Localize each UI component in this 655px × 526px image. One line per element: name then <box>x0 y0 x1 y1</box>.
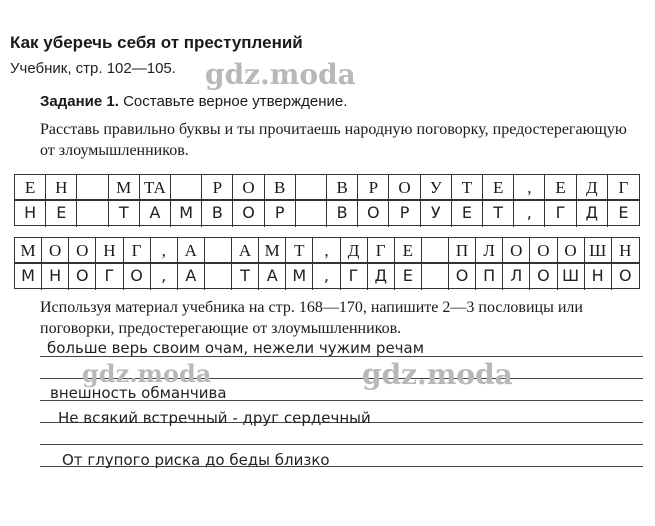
puzzle-cell <box>171 175 202 201</box>
puzzle-cell: Р <box>358 175 389 201</box>
puzzle-cell: Г <box>545 201 576 227</box>
puzzle-cell: , <box>514 201 545 227</box>
puzzle-cell: А <box>178 264 205 290</box>
puzzle-cell: Е <box>15 175 46 201</box>
puzzle-cell: О <box>530 238 557 264</box>
puzzle-cell: Ш <box>558 264 585 290</box>
puzzle-cell: О <box>69 238 96 264</box>
puzzle-cell: М <box>15 264 42 290</box>
puzzle-cell: О <box>449 264 476 290</box>
textbook-reference: Учебник, стр. 102—105. <box>10 60 176 77</box>
puzzle-cell: Н <box>46 175 77 201</box>
puzzle-cell: М <box>286 264 313 290</box>
puzzle-row1-answer <box>14 200 640 226</box>
puzzle-cell: О <box>233 175 264 201</box>
puzzle-cell: Г <box>368 238 395 264</box>
task-heading <box>40 93 347 110</box>
puzzle-cell: Л <box>476 238 503 264</box>
handwritten-answer: Не всякий встречный - друг сердечный <box>58 409 371 427</box>
puzzle-cell: Д <box>577 175 608 201</box>
puzzle-cell: Г <box>618 178 629 197</box>
puzzle-cell: Н <box>96 238 123 264</box>
puzzle-cell: О <box>558 238 585 264</box>
puzzle-cell <box>77 201 108 227</box>
instruction-text: Расставь правильно буквы и ты прочитаешь народную поговорку, предостерегающую от злоумышленников. <box>40 121 627 159</box>
task-text: Составьте верное утверждение. <box>123 93 348 110</box>
puzzle-cell: Е <box>395 264 422 290</box>
watermark: gdz.moda <box>205 58 356 91</box>
puzzle-cell: О <box>358 201 389 227</box>
puzzle-cell: Т <box>483 201 514 227</box>
puzzle-cell <box>205 264 232 290</box>
puzzle-cell: Т <box>232 264 259 290</box>
puzzle-cell: Н <box>42 264 69 290</box>
puzzle-cell: Ш <box>585 238 612 264</box>
watermark: gdz.moda <box>362 358 513 391</box>
puzzle-cell <box>422 264 449 290</box>
instruction-text-2: Используя материал учебника на стр. 168—170, напишите 2—3 пословицы или поговорки, предостерегающие от злоумышленников. <box>40 299 583 337</box>
puzzle-cell: А <box>232 238 259 264</box>
puzzle-cell: Д <box>341 238 368 264</box>
puzzle-cell: А <box>259 264 286 290</box>
puzzle-cell: Р <box>202 175 233 201</box>
puzzle-cell: Т <box>109 201 140 227</box>
puzzle-cell: ТА <box>140 175 171 201</box>
puzzle-cell: Д <box>368 264 395 290</box>
puzzle-cell: Д <box>577 201 608 227</box>
puzzle-row2-answer <box>14 263 640 289</box>
puzzle-cell: У <box>421 201 452 227</box>
puzzle-cell: О <box>389 175 420 201</box>
puzzle-cell: А <box>178 238 205 264</box>
handwritten-answer: больше верь своим очам, нежели чужим речам <box>47 339 425 357</box>
puzzle-cell: Р <box>389 201 420 227</box>
puzzle-cell: , <box>313 264 340 290</box>
puzzle-cell: Е <box>618 203 629 222</box>
puzzle-cell: М <box>109 175 140 201</box>
puzzle-cell <box>296 201 327 227</box>
watermark: gdz.moda <box>82 359 212 388</box>
puzzle-cell: А <box>140 201 171 227</box>
puzzle-cell: О <box>530 264 557 290</box>
puzzle-cell: Н <box>585 264 612 290</box>
puzzle-cell: , <box>151 238 178 264</box>
puzzle-cell <box>296 175 327 201</box>
puzzle-cell: О <box>619 266 632 285</box>
handwritten-answer: От глупого риска до беды близко <box>62 451 330 469</box>
puzzle-cell: О <box>233 201 264 227</box>
puzzle-cell: Е <box>483 175 514 201</box>
puzzle-cell: У <box>421 175 452 201</box>
puzzle-cell: Р <box>265 201 296 227</box>
puzzle-cell: М <box>15 238 42 264</box>
page-title: Как уберечь себя от преступлений <box>10 33 303 52</box>
puzzle-cell: О <box>124 264 151 290</box>
puzzle-cell: Н <box>15 201 46 227</box>
puzzle-cell: М <box>171 201 202 227</box>
puzzle-cell: В <box>327 175 358 201</box>
handwritten-answer: внешность обманчива <box>50 384 227 402</box>
puzzle-cell: Т <box>286 238 313 264</box>
puzzle-cell: О <box>69 264 96 290</box>
puzzle-cell <box>422 238 449 264</box>
puzzle-cell: В <box>265 175 296 201</box>
puzzle-cell: Г <box>341 264 368 290</box>
puzzle-cell: Л <box>503 264 530 290</box>
puzzle-cell: , <box>514 175 545 201</box>
puzzle-cell: Е <box>46 201 77 227</box>
puzzle-cell: Т <box>452 175 483 201</box>
task-label: Задание 1. <box>40 93 119 110</box>
puzzle-cell: , <box>151 264 178 290</box>
puzzle-cell: Е <box>452 201 483 227</box>
puzzle-cell: О <box>503 238 530 264</box>
puzzle-cell: В <box>327 201 358 227</box>
puzzle-cell: Г <box>124 238 151 264</box>
puzzle-cell: Н <box>619 241 632 260</box>
puzzle-cell <box>77 175 108 201</box>
puzzle-cell: Е <box>545 175 576 201</box>
puzzle-cell: Е <box>395 238 422 264</box>
puzzle-row1-printed <box>14 174 640 200</box>
puzzle-cell <box>205 238 232 264</box>
puzzle-row2-printed <box>14 237 640 263</box>
answer-line <box>40 444 643 445</box>
puzzle-cell: , <box>313 238 340 264</box>
puzzle-cell: Г <box>96 264 123 290</box>
puzzle-cell: П <box>449 238 476 264</box>
puzzle-cell: М <box>259 238 286 264</box>
puzzle-cell: В <box>202 201 233 227</box>
puzzle-cell: О <box>42 238 69 264</box>
puzzle-cell: П <box>476 264 503 290</box>
